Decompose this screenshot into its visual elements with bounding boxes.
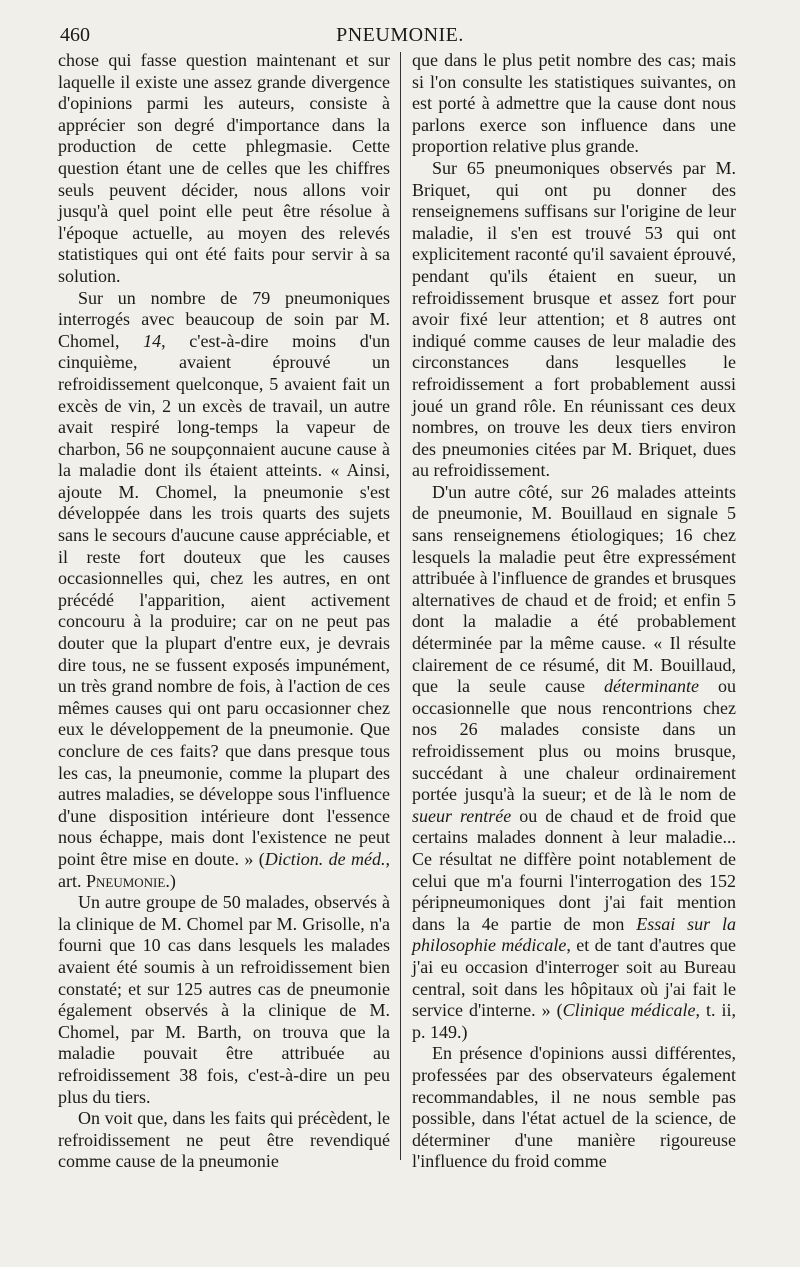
right-paragraph-3 bbox=[412, 482, 736, 1043]
left-paragraph-1: chose qui fasse question maintenant et sur laquelle il existe une assez grande divergence d'opinions parmi les auteurs, consiste à apprécier son degré d'importance dans la production de cette phlegmasie. Cette question étant une de celles que les chiffres seuls peuvent décider, nous allons voir jusqu'à quel point elle peut être résolue à l'époque actuelle, au moyen des relevés statistiques qui ont été faits pour servir à sa solution. bbox=[58, 50, 390, 286]
italic-run: sueur rentrée bbox=[412, 805, 512, 826]
text-run: ou occasionnelle que nous rencontrions chez nos 26 malades consiste dans un refroidissement plus ou moins brusque, succédant à une chaleur ordinairement portée jusqu'à la sueur; et de là le nom de bbox=[412, 676, 736, 805]
left-paragraph-4: On voit que, dans les faits qui précèdent, le refroidissement ne peut être revendiqué comme cause de la pneumonie bbox=[58, 1108, 390, 1172]
italic-run: Clinique médicale bbox=[562, 1000, 696, 1021]
page-number: 460 bbox=[60, 24, 90, 46]
left-column bbox=[58, 50, 390, 1173]
text-run: , et de tant d'autres que j'ai eu occasion d'interroger soit au Bureau central, soit dans les hôpitaux où j'ai fait le service d'interne. » ( bbox=[412, 935, 736, 1021]
left-paragraph-2 bbox=[58, 288, 390, 893]
text-run: .) bbox=[165, 870, 176, 891]
italic-run: Essai sur la philosophie médicale bbox=[412, 913, 736, 956]
right-paragraph-2: Sur 65 pneumoniques observés par M. Briquet, qui ont pu donner des renseignemens suffisans sur l'origine de leur maladie, il s'en est trouvé 53 qui ont explicitement raconté qu'il savaient éprouvé, pendant qu'ils étaient en sueur, un refroidissement brusque et assez fort pour avoir fixé leur attention; et 8 autres ont indiqué comme causes de leur maladie des circonstances dans lesquelles le refroidissement a fort probablement aussi joué un grand rôle. En réunissant ces deux nombres, on trouve les deux tiers environ des pneumonies citées par M. Briquet, dues au refroidissement. bbox=[412, 157, 736, 481]
text-run: D'un autre côté, sur 26 malades atteints de pneumonie, M. Bouillaud en signale 5 sans renseignemens étiologiques; 16 chez lesquels la maladie peut être expressément attribuée à l'influence de grandes et brusques alternatives de chaud et de froid; et enfin 5 dont la maladie a été probablement déterminée par la même cause. « Il résulte clairement de ce résumé, dit M. Bouillaud, que la seule cause bbox=[412, 481, 736, 697]
text-run: , c'est-à-dire moins d'un cinquième, avaient éprouvé un refroidissement quelconque, 5 avaient fait un excès de vin, 2 un excès de travail, un autre avait respiré long-temps la vapeur de charbon, 56 ne soupçonnaient aucune cause à la maladie dont ils étaient atteints. « Ainsi, ajoute M. Chomel, la pneumonie s'est développée dans les trois quarts des sujets sans le secours d'aucune cause appréciable, et il reste fort douteux que les causes occasionnelles qui, chez les autres, en ont précédé l'apparition, aient activement concouru à la produire; car on ne peut pas douter que la plupart d'entre eux, je devrais dire tous, ne se fussent exposés impunément, un très grand nombre de fois, à l'action de ces mêmes causes qui ont paru occasionner chez eux le développement de la pneumonie. Que conclure de ces faits? que dans presque tous les cas, la pneumonie, comme la plupart des autres maladies, se développe sous l'influence d'une disposition intérieure dont l'essence nous échappe, mais dont l'existence ne peut point être mise en doute. » ( bbox=[58, 330, 390, 869]
italic-run: 14 bbox=[143, 330, 162, 351]
left-paragraph-3: Un autre groupe de 50 malades, observés à la clinique de M. Chomel par M. Grisolle, n'a fourni que 10 cas dans lesquels les malades avaient été soumis à un refroidissement bien constaté; et sur 125 autres cas de pneumonie également observés à la clinique de M. Chomel, par M. Barth, on trouva que la maladie pouvait être attribuée au refroidissement 38 fois, c'est-à-dire un peu plus du tiers. bbox=[58, 892, 390, 1107]
italic-run: déterminante bbox=[604, 676, 699, 697]
text-run: ou de chaud et de froid que certains malades donnent à leur maladie... Ce résultat ne diffère point notablement de celui que m'a fourni l'interrogation des 152 péripneumoniques dont j'ai fait mention dans la 4e partie de mon bbox=[412, 805, 736, 934]
column-divider bbox=[400, 52, 401, 1160]
small-caps-run: Pneumonie bbox=[85, 870, 166, 891]
text-run: , art. bbox=[58, 848, 391, 891]
text-run: Sur un nombre de 79 pneumoniques interrogés avec beaucoup de soin par M. Chomel, bbox=[58, 287, 390, 351]
page-header bbox=[40, 22, 760, 52]
right-paragraph-1: que dans le plus petit nombre des cas; mais si l'on consulte les statistiques suivantes, on est porté à admettre que la cause dont nous parlons exerce son influence dans une proportion relative plus grande. bbox=[412, 50, 736, 157]
italic-run: Diction. de méd. bbox=[264, 848, 386, 869]
right-column bbox=[412, 50, 736, 1173]
running-title: PNEUMONIE. bbox=[336, 24, 464, 46]
right-paragraph-4: En présence d'opinions aussi différentes, professées par des observateurs également recommandables, il ne nous semble pas possible, dans l'état actuel de la science, de déterminer d'une manière rigoureuse l'influence du froid comme bbox=[412, 1043, 736, 1172]
text-run: , t. ii, p. 149.) bbox=[412, 1000, 736, 1042]
